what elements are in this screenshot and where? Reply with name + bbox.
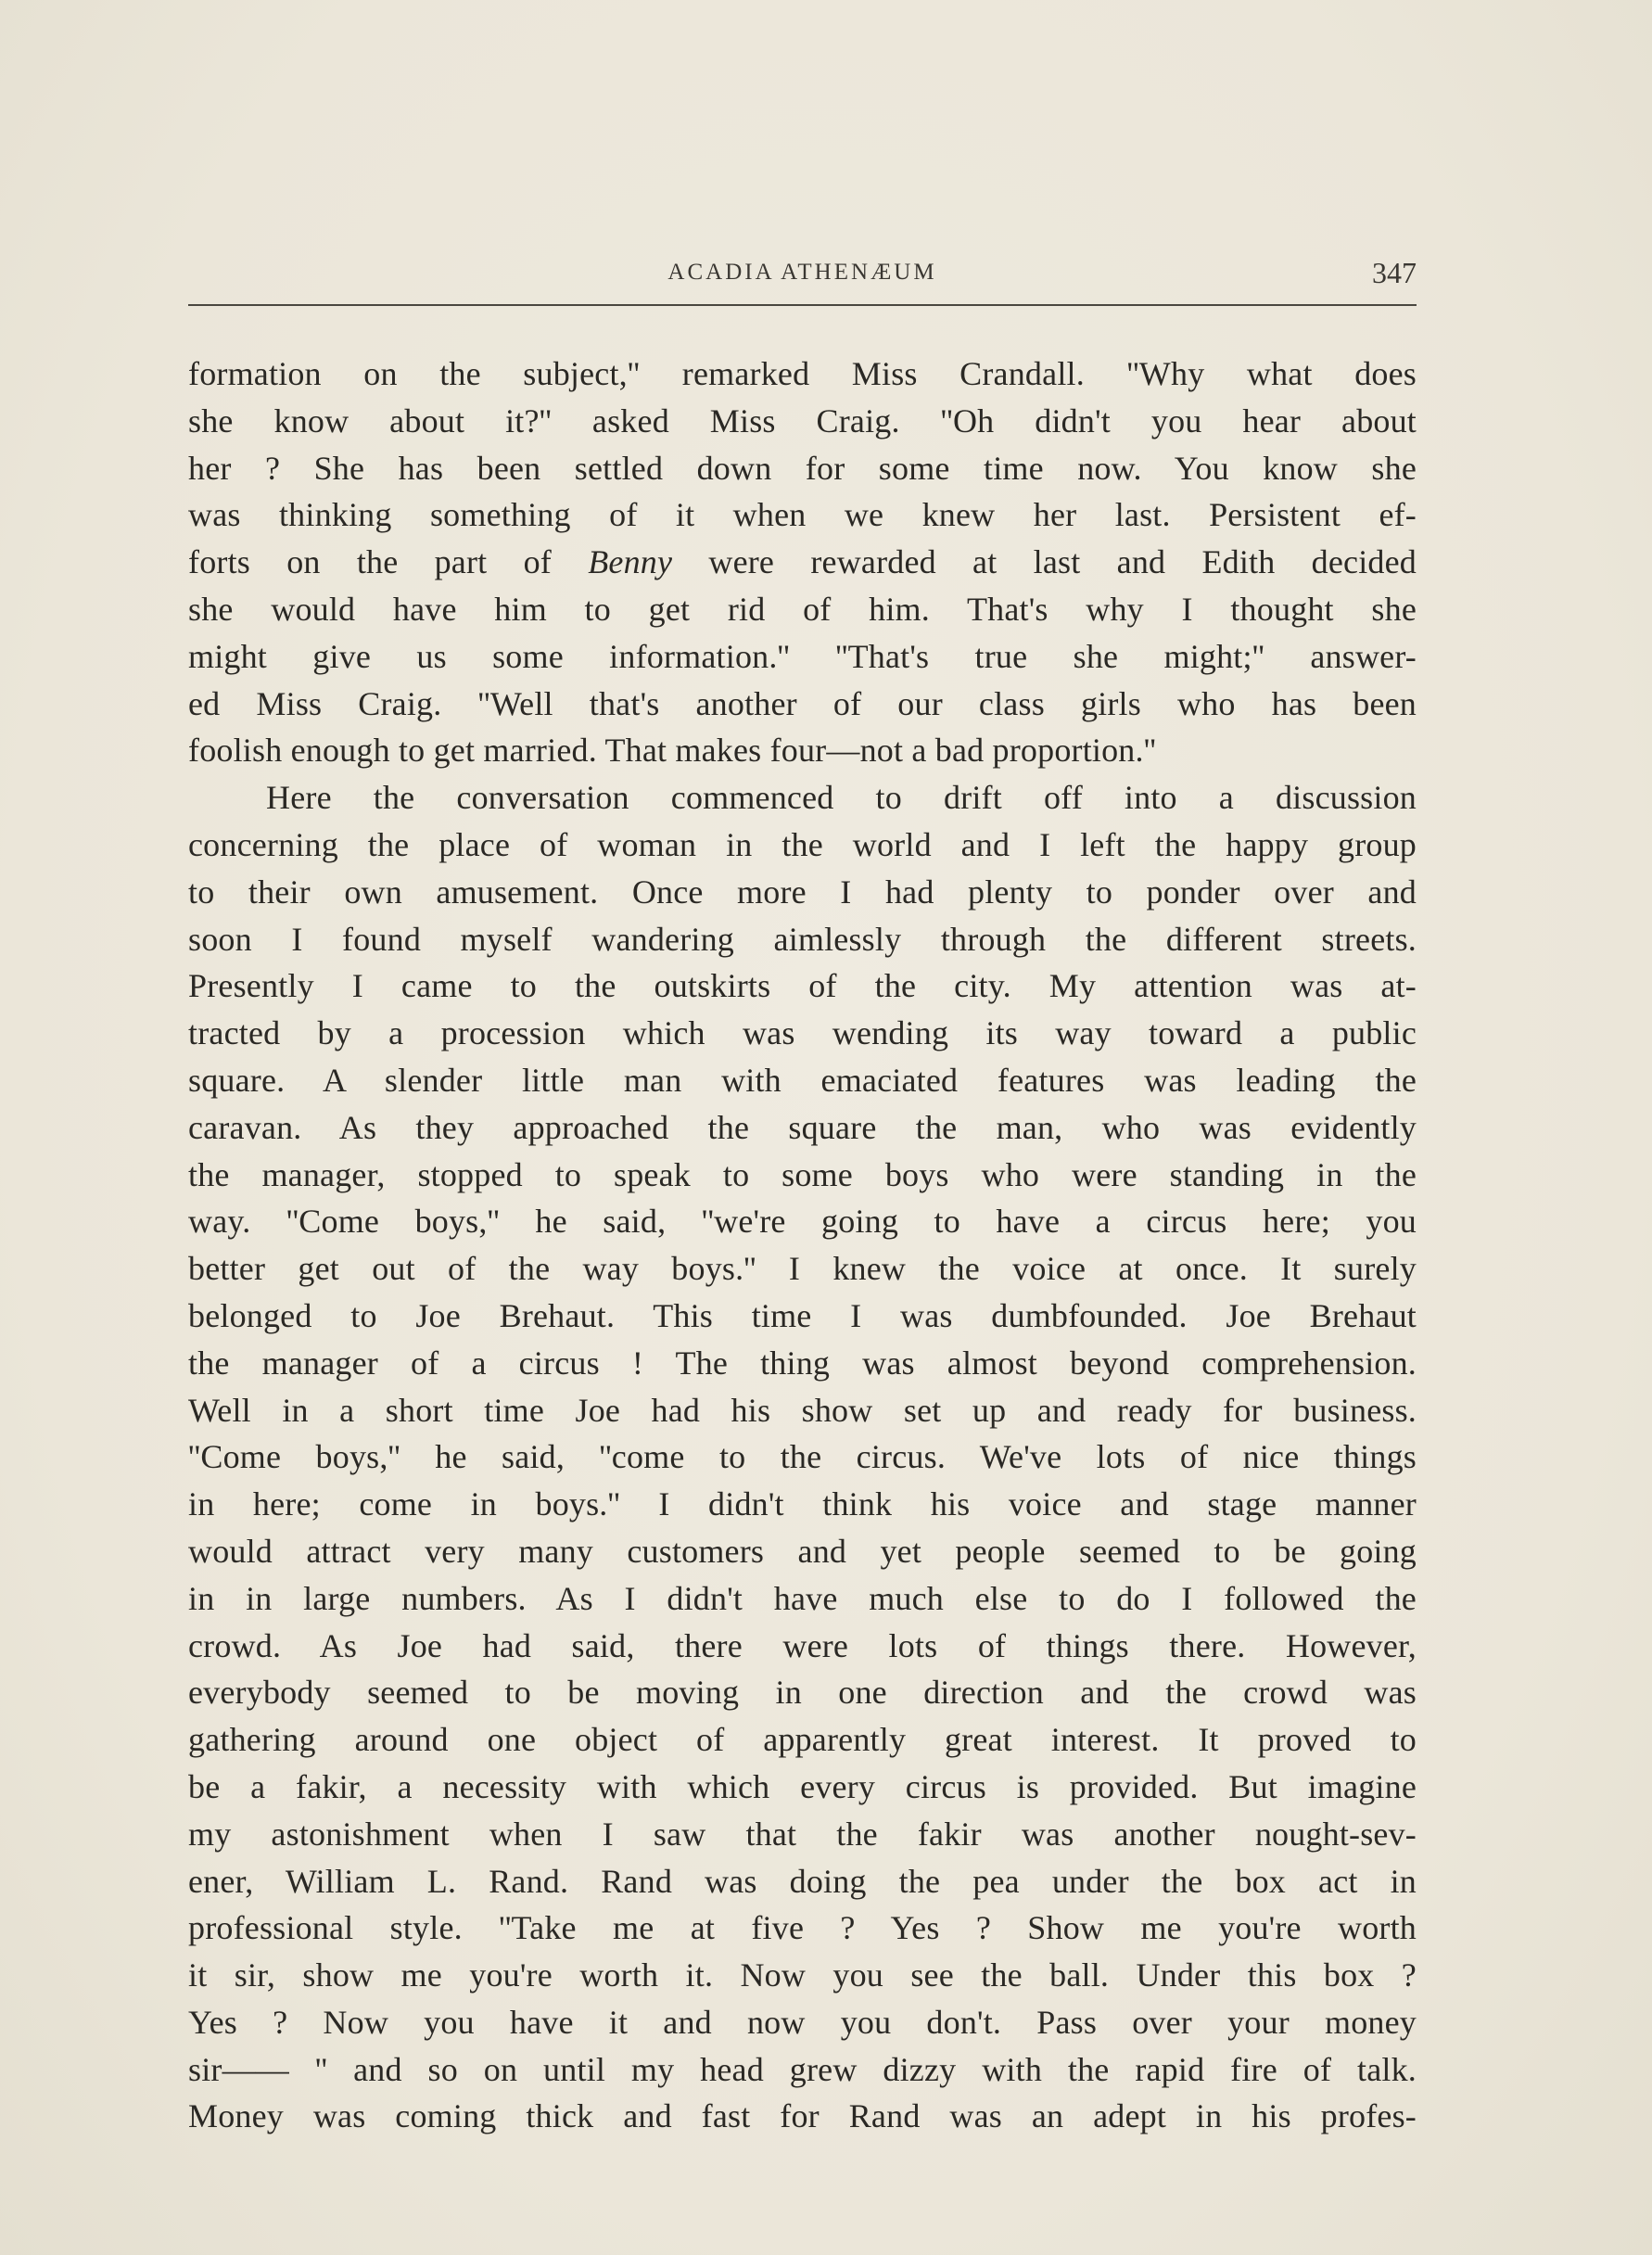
- italic-name: Benny: [588, 543, 673, 581]
- text-line: it sir, show me you're worth it. Now you see the ball. Under this box ?: [188, 1956, 1417, 1994]
- text-line: in here; come in boys.'' I didn't think his voice and stage manner: [188, 1485, 1417, 1523]
- text-line: was thinking something of it when we knew her last. Persistent ef-: [188, 496, 1417, 534]
- text-line: professional style. ''Take me at five ? Yes ? Show me you're worth: [188, 1909, 1417, 1947]
- body-text: [188, 350, 1417, 2140]
- page-number: 347: [1372, 256, 1417, 289]
- text-line: Well in a short time Joe had his show set up and ready for business.: [188, 1391, 1417, 1429]
- text-line: belonged to Joe Brehaut. This time I was dumbfounded. Joe Brehaut: [188, 1296, 1417, 1334]
- text-line: soon I found myself wandering aimlessly through the different streets.: [188, 920, 1417, 958]
- text-line: her ? She has been settled down for some time now. You know she: [188, 449, 1417, 487]
- text-line: Money was coming thick and fast for Rand was an adept in his profes-: [188, 2097, 1417, 2135]
- text-line: better get out of the way boys.'' I knew the voice at once. It surely: [188, 1250, 1417, 1288]
- text-line: the manager of a circus ! The thing was almost beyond comprehension.: [188, 1344, 1417, 1382]
- text-line: the manager, stopped to speak to some boys who were standing in the: [188, 1155, 1417, 1193]
- text-line: Here the conversation commenced to drift off into a discussion: [266, 779, 1417, 817]
- text-line: would attract very many customers and yet people seemed to be going: [188, 1532, 1417, 1570]
- text-line: my astonishment when I saw that the fakir was another nought-sev-: [188, 1815, 1417, 1853]
- text-line: [188, 539, 1417, 586]
- text-segment: were rewarded at last and Edith decided: [672, 543, 1417, 581]
- text-line: everybody seemed to be moving in one direction and the crowd was: [188, 1674, 1417, 1712]
- text-line: ed Miss Craig. ''Well that's another of our class girls who has been: [188, 684, 1417, 722]
- text-line: square. A slender little man with emaciated features was leading the: [188, 1061, 1417, 1099]
- text-line: foolish enough to get married. That makes four—not a bad proportion.'': [188, 732, 1157, 770]
- text-line: to their own amusement. Once more I had plenty to ponder over and: [188, 873, 1417, 911]
- text-line: ener, William L. Rand. Rand was doing the pea under the box act in: [188, 1862, 1417, 1900]
- text-line: caravan. As they approached the square the man, who was evidently: [188, 1108, 1417, 1146]
- page-header: [188, 252, 1417, 306]
- text-line: gathering around one object of apparently great interest. It proved to: [188, 1721, 1417, 1759]
- text-line: formation on the subject,'' remarked Miss Crandall. ''Why what does: [188, 355, 1417, 392]
- running-head: ACADIA ATHENÆUM: [667, 260, 937, 285]
- text-line: Presently I came to the outskirts of the city. My attention was at-: [188, 967, 1417, 1005]
- text-line: be a fakir, a necessity with which every circus is provided. But imagine: [188, 1767, 1417, 1805]
- text-line: crowd. As Joe had said, there were lots of things there. However,: [188, 1626, 1417, 1664]
- text-line: might give us some information.'' ''That's true she might;'' answer-: [188, 637, 1417, 675]
- text-line: she know about it?'' asked Miss Craig. ''Oh didn't you hear about: [188, 401, 1417, 440]
- text-line: way. ''Come boys,'' he said, ''we're going to have a circus here; you: [188, 1203, 1417, 1241]
- text-line: tracted by a procession which was wending its way toward a public: [188, 1014, 1417, 1052]
- text-line: concerning the place of woman in the world and I left the happy group: [188, 825, 1417, 863]
- header-rule: [188, 304, 1417, 306]
- text-segment: forts on the part of: [188, 543, 589, 581]
- text-line: Yes ? Now you have it and now you don't. Pass over your money: [188, 2003, 1417, 2041]
- text-line: ''Come boys,'' he said, ''come to the circus. We've lots of nice things: [188, 1438, 1417, 1476]
- text-line: sir—— '' and so on until my head grew dizzy with the rapid fire of talk.: [188, 2050, 1417, 2088]
- text-line: she would have him to get rid of him. That's why I thought she: [188, 590, 1417, 628]
- text-line: in in large numbers. As I didn't have much else to do I followed the: [188, 1579, 1417, 1617]
